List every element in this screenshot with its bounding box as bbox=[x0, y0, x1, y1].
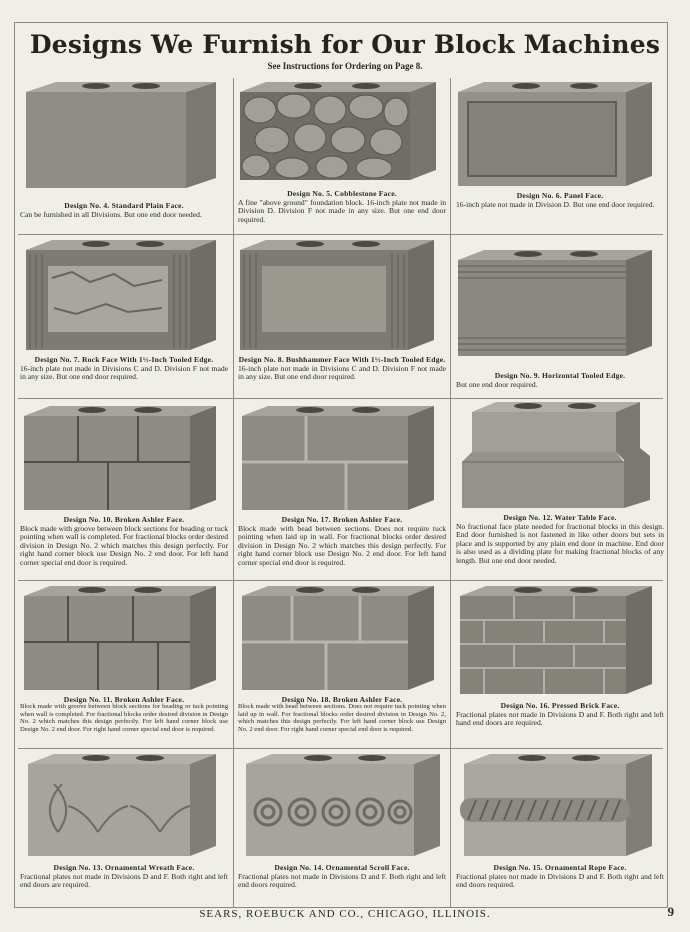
design-description: Fractional plates not made in Divisions D and F. Both right and left hand end doors are required. bbox=[456, 709, 664, 728]
design-name: Design No. 15. Ornamental Rope Face. bbox=[493, 863, 627, 872]
design-15-card bbox=[454, 752, 666, 890]
design-16-card bbox=[454, 584, 666, 728]
design-7-card bbox=[18, 238, 230, 382]
design-description: Block made with bead between sections. Does not require tuck pointing when laid up in wall. For fractional blocks order desired division in Design No. 2, which matches this design perfectly. For left hand corner block use Design No. 2 end door. For right hand corner special end door is required. bbox=[238, 703, 446, 733]
design-13-card bbox=[18, 752, 230, 890]
design-description: Block made with groove between block sections for beading or tuck pointing when wall is completed. For fractional blocks order desired division in Design No. 2 which matches this design perfectly. For right hand corner block use Design No. 2 end door. For left hand corner special end door is required. bbox=[20, 523, 228, 567]
scroll-block-image bbox=[236, 752, 448, 860]
design-10-card bbox=[18, 404, 230, 568]
design-name: Design No. 8. Bushhammer Face With 1½-Inch Tooled Edge. bbox=[238, 355, 446, 364]
design-18-card bbox=[236, 584, 448, 733]
design-description: A fine "above ground" foundation block. 16-inch plate not made in Division D. Division F not made in any size. But one end door required. bbox=[238, 197, 446, 224]
rock-face-block-image bbox=[18, 238, 230, 352]
row-divider bbox=[18, 580, 663, 581]
row-divider bbox=[18, 398, 663, 399]
row-divider bbox=[18, 234, 663, 235]
design-description: Fractional plates not made in Divisions D and F. Both right and left end doors required. bbox=[456, 871, 664, 890]
design-6-card bbox=[454, 80, 666, 209]
broken-ashler-bead-block-image bbox=[236, 404, 448, 512]
design-name: Design No. 9. Horizontal Tooled Edge. bbox=[494, 371, 626, 380]
design-name: Design No. 11. Broken Ashler Face. bbox=[63, 695, 185, 704]
design-name: Design No. 12. Water Table Face. bbox=[503, 513, 617, 522]
column-divider bbox=[450, 78, 451, 908]
row-divider bbox=[18, 748, 663, 749]
design-11-card bbox=[18, 584, 230, 733]
design-description: Can be furnished in all Divisions. But one end door needed. bbox=[20, 209, 202, 219]
design-5-card bbox=[236, 80, 448, 224]
design-description: No fractional face plate needed for fractional blocks in this design. End door furnished is not fastened in like other doors but sets in place and is supported by any plain end door in machine. End door is also used as a dividing plate for making fractional blocks of any length. But one end door needed. bbox=[456, 521, 664, 565]
rope-block-image bbox=[454, 752, 666, 860]
design-name: Design No. 5. Cobblestone Face. bbox=[287, 189, 397, 198]
design-description: Block made with groove between block sections for beading or tuck pointing when wall is completed. For fractional blocks order desired division in Design No. 2 which matches this design perfectly. For left hand corner block use Design No. 2 end door. For right hand corner special end door is required. bbox=[20, 703, 228, 733]
design-4-card bbox=[18, 80, 230, 219]
design-name: Design No. 6. Panel Face. bbox=[516, 191, 604, 200]
broken-ashler-block-image bbox=[18, 584, 230, 692]
design-name: Design No. 10. Broken Ashler Face. bbox=[63, 515, 185, 524]
design-name: Design No. 17. Broken Ashler Face. bbox=[281, 515, 403, 524]
bushhammer-block-image bbox=[236, 238, 448, 352]
cobblestone-block-image bbox=[236, 80, 448, 186]
page-subtitle: See Instructions for Ordering on Page 8. bbox=[267, 61, 423, 71]
design-name: Design No. 4. Standard Plain Face. bbox=[64, 201, 184, 210]
design-17-card bbox=[236, 404, 448, 568]
design-description: 16-inch plate not made in Divisions C and D. Division F not made in any size. But one end door required. bbox=[238, 363, 446, 382]
design-name: Design No. 13. Ornamental Wreath Face. bbox=[53, 863, 195, 872]
design-12-card bbox=[454, 400, 666, 566]
panel-block-image bbox=[454, 80, 666, 188]
broken-ashler-bead-block-image bbox=[236, 584, 448, 692]
broken-ashler-block-image bbox=[18, 404, 230, 512]
column-divider bbox=[233, 78, 234, 908]
publisher-footer: SEARS, ROEBUCK AND CO., CHICAGO, ILLINOIS. bbox=[199, 908, 491, 920]
page-title: Designs We Furnish for Our Block Machines bbox=[29, 30, 661, 59]
design-name: Design No. 16. Pressed Brick Face. bbox=[500, 701, 620, 710]
pressed-brick-block-image bbox=[454, 584, 666, 698]
design-description: Fractional plates not made in Divisions D and F. Both right and left end doors are required. bbox=[20, 871, 228, 890]
design-description: 16-inch plate not made in Division D. But one end door required. bbox=[456, 199, 655, 209]
water-table-block-image bbox=[454, 400, 666, 510]
design-name: Design No. 14. Ornamental Scroll Face. bbox=[274, 863, 410, 872]
design-description: Fractional plates not made in Divisions D and F. Both right and left end doors required. bbox=[238, 871, 446, 890]
design-14-card bbox=[236, 752, 448, 890]
wreath-block-image bbox=[18, 752, 230, 860]
design-description: 16-inch plate not made in Divisions C and D. Division F not made in any size. But one end door required. bbox=[20, 363, 228, 382]
design-name: Design No. 18. Broken Ashler Face. bbox=[281, 695, 403, 704]
design-description: But one end door required. bbox=[456, 379, 538, 389]
page-number: 9 bbox=[667, 904, 674, 919]
design-9-card bbox=[454, 238, 666, 389]
plain-block-image bbox=[18, 80, 230, 198]
design-description: Block made with bead between sections. Does not require tuck pointing when laid up in wall. For fractional blocks order desired division in Design No. 2 which matches this design perfectly. For right hand corner block use Design No. 2 end door. For left hand corner special end door is required. bbox=[238, 523, 446, 567]
design-8-card bbox=[236, 238, 448, 382]
design-name: Design No. 7. Rock Face With 1½-Inch Tooled Edge. bbox=[34, 355, 214, 364]
horizontal-tooled-block-image bbox=[454, 238, 666, 368]
